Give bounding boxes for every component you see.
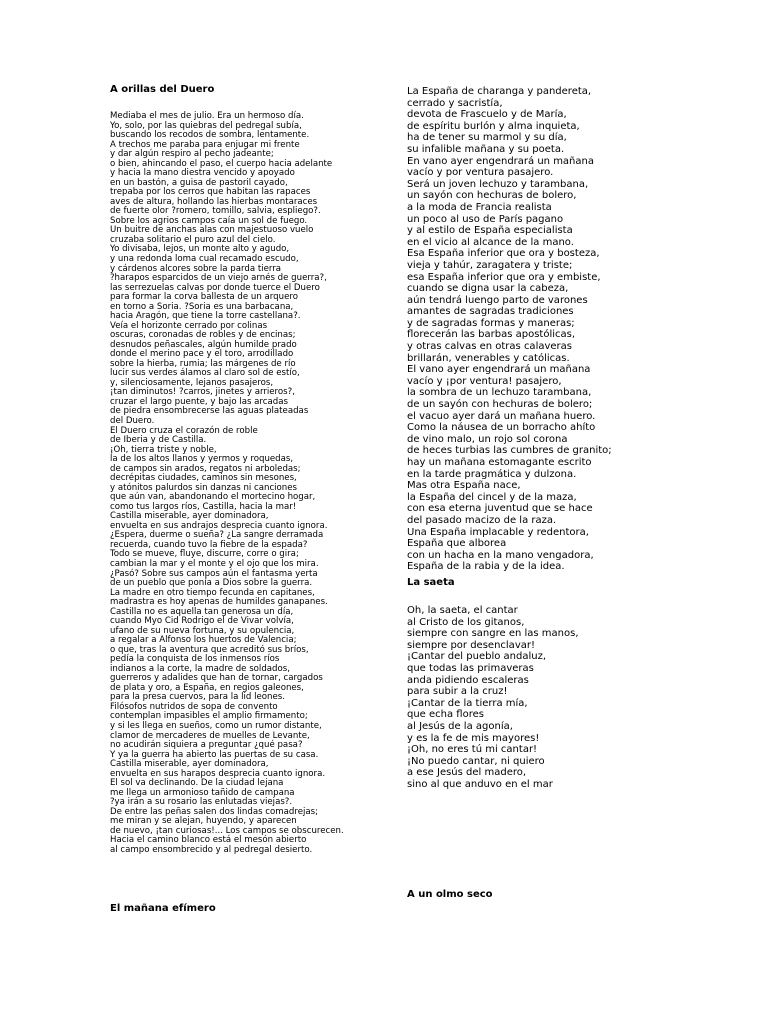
poem-line: no acudirán siquiera a preguntar ¿qué pasa? (110, 740, 303, 751)
poem-line: ufano de su nueva fortuna, y su opulencia, (110, 625, 295, 636)
poem-line: y al estilo de España especialista (407, 225, 573, 237)
poem-line: hay un mañana estomagante escrito (407, 457, 592, 468)
poem-line: desnudos peñascales, algún humilde prado (110, 339, 297, 350)
poem-line: esa España inferior que ora y embiste, (407, 271, 601, 283)
poem-line: con esa eterna juventud que se hace (407, 503, 593, 515)
poem-line: envuelta en sus andrajos desprecia cuanto ignora. (110, 520, 328, 531)
poem-line: a ese Jesús del madero, (407, 767, 527, 779)
poem-line: anda pidiendo escaleras (407, 674, 529, 686)
poem-line: un sayón con hechuras de bolero, (407, 190, 577, 202)
poem-line: su infalible mañana y su poeta. (407, 143, 565, 155)
poem-line: en el vicio al alcance de la mano. (407, 236, 574, 248)
poem-line: cruzar el largo puente, y bajo las arcadas (110, 396, 288, 407)
poem-line: ¡Oh, no eres tú mi cantar! (407, 744, 538, 756)
poem-line: de plata y oro, a España, en regios galeones, (110, 682, 304, 693)
poem-title-el-manana-efimero: El mañana efímero (110, 903, 216, 914)
poem-line: cerrado y sacristía, (407, 97, 503, 109)
poem-line: y, silenciosamente, lejanos pasajeros, (110, 377, 274, 388)
poem-line: me miran y se alejan, huyendo, y aparecen (110, 816, 297, 827)
poem-line: aún tendrá luengo parto de varones (407, 294, 588, 306)
poem-line: brillarán, venerables y católicas. (407, 352, 570, 364)
poem-a-orillas-del-duero (110, 112, 344, 855)
poem-line: ¿Pasó? Sobre sus campos aún el fantasma yerta (110, 568, 318, 579)
poem-line: con un hacha en la mano vengadora, (407, 549, 594, 561)
poem-line: al campo ensombrecido y al pedregal desierto. (110, 844, 313, 855)
poem-line: de un sayón con hechuras de bolero; (407, 399, 593, 411)
poem-line: como tus largos ríos, Castilla, hacia la mar! (110, 501, 297, 512)
poem-line: la sombra de un lechuzo tarambana, (407, 387, 592, 399)
poem-line: y cárdenos alcores sobre la parda tierra (110, 263, 282, 274)
poem-line: Una España implacable y redentora, (407, 526, 589, 538)
poem-title-a-orillas-del-duero: A orillas del Duero (110, 84, 215, 95)
poem-line: un poco al uso de París pagano (407, 213, 564, 225)
poem-line: decrépitas ciudades, caminos sin mesones, (110, 473, 297, 484)
poem-line: Oh, la saeta, el cantar (407, 605, 518, 616)
poem-line: clamor de mercaderes de muelles de Levante, (110, 730, 310, 741)
poem-line: siempre por desenclavar! (407, 639, 535, 651)
poem-line: y hacia la mano diestra vencido y apoyado (110, 168, 295, 179)
poem-line: me llega un armonioso tañido de campana (110, 787, 295, 798)
poem-line: de fuerte olor ?romero, tomillo, salvia, espliego?. (110, 206, 321, 217)
poem-line: en torno a Soria. ?Soria es una barbacana, (110, 301, 294, 312)
poem-line: ¡Cantar del pueblo andaluz, (407, 651, 546, 663)
poem-line: contemplan impasibles el amplio firmamento; (110, 711, 308, 722)
poem-line: que aún van, abandonando el mortecino hogar, (110, 492, 316, 503)
poem-line: Esa España inferior que ora y bosteza, (407, 248, 600, 260)
poem-line: Castilla miserable, ayer dominadora, (110, 511, 269, 522)
poem-line: Y ya la guerra ha abierto las puertas de su casa. (110, 749, 319, 760)
poem-line: el vacuo ayer dará un mañana huero. (407, 410, 596, 422)
poem-line: Veía el horizonte cerrado por colinas (110, 320, 268, 331)
poem-line: que echa flores (407, 709, 484, 721)
poem-line: recuerda, cuando tuvo la fiebre de la espada? (110, 539, 308, 550)
poem-line: Como la náusea de un borracho ahíto (407, 422, 596, 434)
poem-line: devota de Frascuelo y de María, (407, 109, 567, 121)
poem-line: y atónitos palurdos sin danzas ni canciones (110, 482, 298, 493)
poem-line: y dar algún respiro al pecho jadeante; (110, 149, 274, 160)
poem-line: y una redonda loma cual recamado escudo, (110, 253, 299, 264)
poem-line: la España del cincel y de la maza, (407, 491, 577, 503)
poem-line: buscando los recodos de sombra, lentamente. (110, 130, 310, 141)
poem-line: de Iberia y de Castilla. (110, 435, 207, 446)
poem-line: o bien, ahincando el paso, el cuerpo hacia adelante (110, 158, 333, 169)
poem-title-a-un-olmo-seco: A un olmo seco (407, 889, 493, 900)
poem-line: lucir sus verdes álamos al claro sol de estío, (110, 368, 300, 379)
poem-line: Un buitre de anchas alas con majestuoso vuelo (110, 225, 314, 236)
poem-line: a regalar a Alfonso los huertos de Valencia; (110, 635, 297, 646)
poem-line: en un bastón, a guisa de pastoril cayado, (110, 177, 288, 188)
poem-line: de un pueblo que ponía a Dios sobre la guerra. (110, 578, 313, 589)
poem-line: cuando se digna usar la cabeza, (407, 283, 569, 295)
poem-line: ha de tener su marmol y su día, (407, 132, 567, 144)
poem-el-manana-efimero (407, 86, 612, 573)
poem-line: que todas las primaveras (407, 662, 534, 674)
poem-line: o que, tras la aventura que acreditó sus bríos, (110, 644, 309, 655)
poem-line: para subir a la cruz! (407, 686, 508, 698)
poem-line: cruzaba solitario el puro azul del cielo. (110, 234, 276, 245)
poem-line: ¿Espera, duerme o sueña? ¿La sangre derramada (110, 530, 324, 541)
poem-line: para formar la corva ballesta de un arquero (110, 292, 298, 303)
poem-title-la-saeta: La saeta (407, 577, 455, 588)
poem-line: Será un joven lechuzo y tarambana, (407, 178, 589, 190)
poem-line: España de la rabia y de la idea. (407, 561, 565, 573)
poem-line: Sobre los agrios campos caía un sol de fuego. (110, 215, 308, 226)
poem-line: a la moda de Francia realista (407, 201, 552, 213)
poem-line: de campos sin arados, regatos ni arboledas; (110, 463, 301, 474)
poem-line: Filósofos nutridos de sopa de convento (110, 701, 278, 712)
poem-line: aves de altura, hollando las hierbas montaraces (110, 196, 318, 207)
poem-line: A trechos me paraba para enjugar mi frente (110, 139, 300, 150)
poem-line: la de los altos llanos y yermos y roquedas, (110, 454, 294, 465)
poem-line: del pasado macizo de la raza. (407, 514, 557, 526)
poem-line: Yo divisaba, lejos, un monte alto y agudo, (110, 244, 290, 255)
poem-line: y si les llega en sueños, como un rumor distante, (110, 721, 322, 731)
poem-line: envuelta en sus harapos desprecia cuanto ignora. (110, 768, 326, 779)
poem-line: La España de charanga y pandereta, (407, 86, 592, 97)
poem-line: vieja y tahúr, zaragatera y triste; (407, 259, 573, 271)
poem-line: sobre la hierba, rumia; las márgenes de río (110, 358, 296, 369)
poem-line: de espíritu burlón y alma inquieta, (407, 120, 580, 132)
poem-line: ¡tan diminutos! ?carros, jinetes y arrieros?, (110, 387, 295, 398)
poem-line: indianos a la corte, la madre de soldados, (110, 663, 290, 674)
poem-line: y de sagradas formas y maneras; (407, 317, 575, 329)
poem-line: de piedra ensombrecerse las aguas plateadas (110, 406, 309, 417)
poem-line: La madre en otro tiempo fecunda en capitanes, (110, 587, 315, 598)
poem-line: en la tarde pragmática y dulzona. (407, 468, 577, 480)
poem-line: ?harapos esparcidos de un viejo arnés de guerra?, (110, 273, 327, 284)
poem-line: oscuras, coronadas de robles y de encinas; (110, 330, 296, 341)
poem-line: cuando Myo Cid Rodrigo el de Vivar volvía, (110, 616, 294, 627)
poem-line: amantes de sagradas tradiciones (407, 306, 574, 318)
poem-line: hacia Aragón, que tiene la torre castellana?. (110, 311, 301, 322)
poem-line: Yo, solo, por las quiebras del pedregal subía, (110, 120, 302, 131)
poem-line: España que alborea (407, 538, 507, 550)
poem-line: de heces turbias las cumbres de granito; (407, 445, 612, 457)
poem-line: Mediaba el mes de julio. Era un hermoso día. (110, 111, 304, 121)
poem-line: y es la fe de mis mayores! (407, 732, 540, 744)
poem-line: Hacia el camino blanco está el mesón abierto (110, 835, 307, 846)
poem-line: madrastra es hoy apenas de humildes ganapanes. (110, 597, 328, 608)
poem-line: trepaba por los cerros que habitan las rapaces (110, 187, 311, 198)
poem-line: para la presa cuervos, para la lid leones. (110, 692, 285, 703)
poem-line: de nuevo, ¡tan curiosas!... Los campos se obscurecen. (110, 825, 344, 836)
poem-la-saeta (407, 605, 579, 791)
poem-line: sino al que anduvo en el mar (407, 778, 553, 790)
poem-line: las serrezuelas calvas por donde tuerce el Duero (110, 282, 320, 293)
poem-line: guerreros y adalides que han de tornar, cargados (110, 673, 323, 684)
poem-line: de vino malo, un rojo sol corona (407, 433, 568, 445)
poem-line: ¡Oh, tierra triste y noble, (110, 444, 217, 455)
poem-line: florecerán las barbas apostólicas, (407, 329, 576, 341)
poem-line: De entre las peñas salen dos lindas comadrejas; (110, 806, 319, 817)
poem-line: El vano ayer engendrará un mañana (407, 364, 591, 376)
poem-line: ¡Cantar de la tierra mía, (407, 697, 528, 709)
poem-line: y otras calvas en otras calaveras (407, 341, 572, 353)
poem-line: El sol va declinando. De la ciudad lejana (110, 778, 284, 789)
poem-line: del Duero. (110, 416, 155, 426)
poem-line: Castilla no es aquella tan generosa un día, (110, 606, 294, 617)
poem-line: cambian la mar y el monte y el ojo que los mira. (110, 558, 319, 569)
poem-line: ?ya irán a su rosario las enlutadas viejas?. (110, 797, 293, 808)
poem-line: Mas otra España nace, (407, 480, 521, 492)
poem-line: siempre con sangre en las manos, (407, 628, 579, 640)
poem-line: vacío y ¡por ventura! pasajero, (407, 375, 562, 387)
poem-line: ¡No puedo cantar, ni quiero (407, 755, 545, 767)
poem-line: El Duero cruza el corazón de roble (110, 425, 258, 436)
poem-line: donde el merino pace y el toro, arrodillado (110, 349, 294, 360)
poem-line: al Cristo de los gitanos, (407, 616, 525, 628)
poem-line: Todo se mueve, fluye, discurre, corre o gira; (110, 549, 299, 560)
poem-line: pedía la conquista de los inmensos ríos (110, 654, 280, 665)
poem-line: al Jesús de la agonía, (407, 720, 513, 732)
poem-line: Castilla miserable, ayer dominadora, (110, 759, 269, 770)
poem-line: En vano ayer engendrará un mañana (407, 155, 594, 167)
poem-line: vacío y por ventura pasajero. (407, 167, 554, 179)
